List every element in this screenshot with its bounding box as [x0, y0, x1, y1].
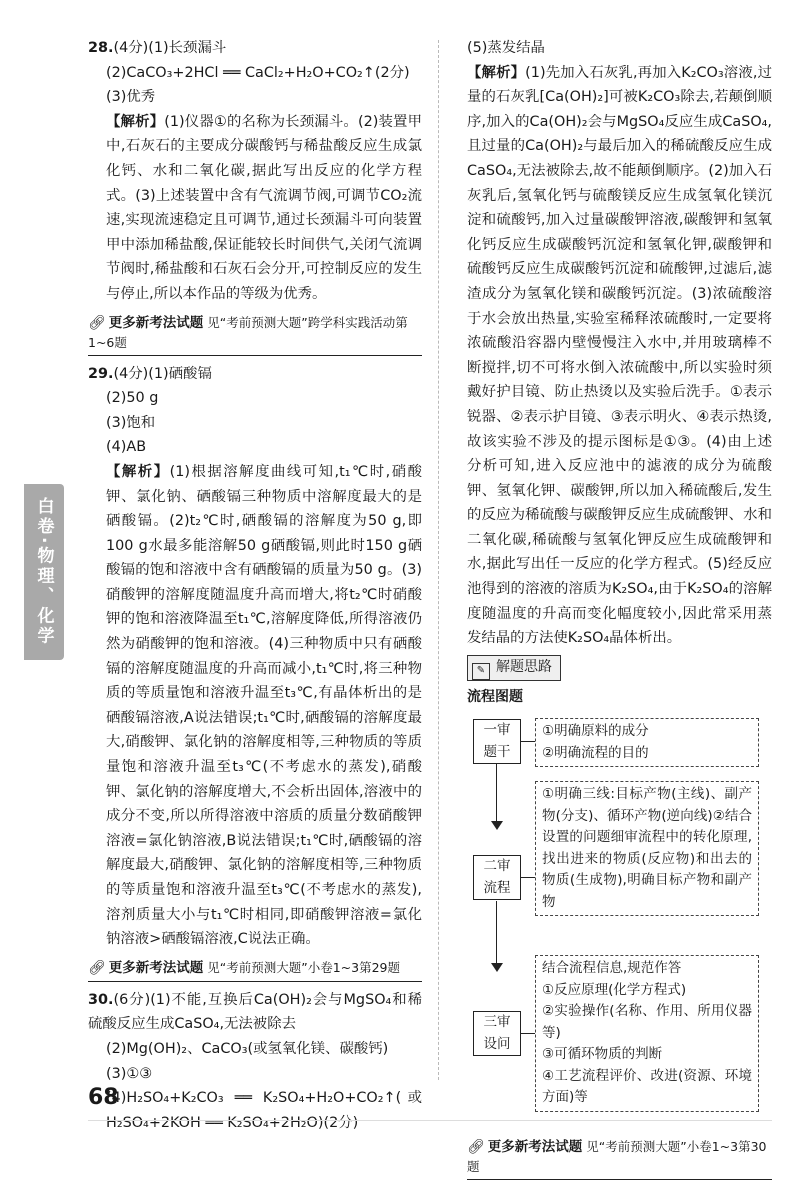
- more-text: 见“考前预测大题”跨学科实践活动第1~6题: [88, 314, 408, 350]
- flow-connector: [496, 901, 497, 967]
- analysis-tag: 【解析】: [467, 64, 526, 81]
- q28-line1: [88, 36, 422, 61]
- side-tab-label: 白卷·物理、化学: [33, 497, 54, 647]
- q30-answer-3: (3)①③: [106, 1065, 153, 1082]
- link-icon: 🔗︎: [467, 1139, 485, 1156]
- flow-connector: [521, 877, 535, 878]
- more-questions-2: [88, 958, 422, 982]
- q28-analysis-text: (1)仪器①的名称为长颈漏斗。(2)装置甲中,石灰石的主要成分碳酸钙与稀盐酸反应生成氯化钙、水和二氧化碳,据此写出反应的化学方程式。(3)上述装置中含有气流调节阀,可调节CO₂流速,实现流速稳定且可调节,通过长颈漏斗可向装置甲中添加稀盐酸,保证能较长时间供气,关闭气流调节阀时,稀盐酸和石灰石会分开,可控制反应的发生与停止,所以本作品的等级为优秀。: [106, 113, 422, 302]
- box-3-item: 结合流程信息,规范作答: [542, 960, 682, 977]
- q29-answer-2: (2)50 g: [106, 390, 159, 407]
- q30-answer-2: (2)Mg(OH)₂、CaCO₃(或氢氧化镁、碳酸钙): [106, 1040, 389, 1057]
- box-3-item: ③可循环物质的判断: [542, 1046, 663, 1063]
- stage-3-line2: 设问: [483, 1035, 511, 1052]
- analysis-tag: 【解析】: [106, 113, 165, 130]
- q28-number: 28.: [88, 40, 114, 56]
- q30-analysis: [467, 61, 772, 651]
- more-text: 见“考前预测大题”小卷1~3第29题: [207, 959, 401, 975]
- more-text: 见“考前预测大题”小卷1~3第30题: [467, 1139, 767, 1175]
- solution-approach-title: 解题思路: [496, 658, 552, 675]
- flowchart: [467, 715, 772, 1131]
- box-3-item: ②实验操作(名称、作用、所用仪器等): [542, 1003, 752, 1041]
- q30-analysis-text: (1)先加入石灰乳,再加入K₂CO₃溶液,过量的石灰乳[Ca(OH)₂]可被K₂CO₃除去,若颠倒顺序,加入的Ca(OH)₂会与MgSO₄反应生成CaSO₄,且过量的Ca(OH)₂与最后加入的稀硫酸反应生成CaSO₄,无法被除去,故不能颠倒顺序。(2)加入石灰乳后,氢氧化钙与硫酸镁反应生成氢氧化镁沉淀和硫酸钙,加入过量碳酸钾溶液,碳酸钾和氢氧化钙反应生成碳酸钙沉淀和氢氧化钾,碳酸钾和硫酸钙反应生成碳酸钙沉淀和硫酸钾,过滤后,滤渣成分为氢氧化镁和碳酸钙沉淀。(3)浓硫酸溶于水会放出热量,实验室稀释浓硫酸时,一定要将浓硫酸沿容器内壁慢慢注入水中,并用玻璃棒不断搅拌,切不可将水倒入浓硫酸中,所以实验时须戴好护目镜、防止热烫以及实验后洗手。①表示锐器、②表示护目镜、③表示明火、④表示热烫,故该实验不涉及的提示图标是①③。(4)由上述分析可知,进入反应池中的滤液的成分为硫酸钾、氢氧化钾、碳酸钾,所以加入稀硫酸后,发生的反应为稀硫酸与碳酸钾反应生成硫酸钾、水和二氧化碳,稀硫酸与氢氧化钾反应生成硫酸钾和水,据此写出任一反应的化学方程式。(5)经反应池得到的溶液的溶质为K₂SO₄,由于K₂SO₄的溶解度随温度的升高而变化幅度较小,因此常采用蒸发结晶的方法使K₂SO₄晶体析出。: [467, 64, 772, 647]
- box-2-text: ①明确三线:目标产物(主线)、副产物(分支)、循环产物(逆向线)②结合设置的问题细审流程中的转化原理,找出进来的物质(反应物)和出去的物质(生成物),明确目标产物和副产物: [542, 786, 752, 910]
- more-title: 更多新考法试题: [108, 959, 204, 976]
- flow-title: 流程图题: [467, 688, 523, 705]
- solution-approach-header: [467, 655, 561, 681]
- q28-answer-3: (3)优秀: [106, 89, 156, 106]
- stage-3-line1: 三审: [483, 1014, 511, 1031]
- q30-line1: [88, 988, 422, 1037]
- box-review-3: [535, 955, 759, 1112]
- side-tab: [24, 484, 64, 660]
- link-icon: 🔗︎: [88, 314, 106, 331]
- q29-answer-1: (4分)(1)硒酸镉: [113, 365, 212, 382]
- stage-1-line2: 题干: [483, 743, 511, 760]
- stage-3: [473, 1011, 521, 1056]
- q29-number: 29.: [88, 365, 114, 382]
- stage-2-line1: 二审: [483, 858, 511, 875]
- left-column: [88, 36, 422, 1135]
- q30-answer-4: (4)H₂SO₄+K₂CO₃ ══ K₂SO₄+H₂O+CO₂↑(或H₂SO₄+2KOH ══ K₂SO₄+2H₂O)(2分): [106, 1090, 422, 1131]
- q28-analysis: [88, 110, 422, 307]
- q29-line1: [88, 362, 422, 387]
- column-divider: [438, 40, 439, 1080]
- stage-2-line2: 流程: [483, 879, 511, 896]
- page-number: 68: [88, 1085, 119, 1110]
- q30-answer-5: (5)蒸发结晶: [467, 40, 545, 56]
- more-questions-1: [88, 313, 422, 356]
- box-1-item: ②明确流程的目的: [542, 744, 649, 761]
- box-3-item: ④工艺流程评价、改进(资源、环境方面)等: [542, 1067, 752, 1106]
- q29-answer-4: (4)AB: [106, 439, 147, 456]
- arrow-down-icon: [491, 821, 503, 830]
- flow-connector: [496, 763, 497, 825]
- flow-connector: [521, 741, 535, 742]
- box-3-item: ①反应原理(化学方程式): [542, 981, 687, 998]
- box-1-item: ①明确原料的成分: [542, 723, 649, 740]
- stage-1-line1: 一审: [483, 722, 511, 739]
- more-title: 更多新考法试题: [108, 314, 204, 331]
- more-questions-3: [467, 1137, 772, 1180]
- box-review-1: [535, 718, 759, 767]
- stage-1: [473, 719, 521, 764]
- pencil-note-icon: ✎: [472, 663, 490, 680]
- q30-answer-1: (6分)(1)不能,互换后Ca(OH)₂会与MgSO₄和稀硫酸反应生成CaSO₄,无法被除去: [88, 991, 422, 1033]
- right-column: [467, 36, 772, 1186]
- q29-answer-3: (3)饱和: [106, 414, 156, 431]
- box-review-2: [535, 781, 759, 916]
- more-title: 更多新考法试题: [487, 1139, 583, 1156]
- q28-answer-2: (2)CaCO₃+2HCl ══ CaCl₂+H₂O+CO₂↑(2分): [106, 64, 410, 81]
- arrow-down-icon: [491, 963, 503, 972]
- q29-analysis-text: (1)根据溶解度曲线可知,t₁℃时,硝酸钾、氯化钠、硒酸镉三种物质中溶解度最大的是硒酸镉。(2)t₂℃时,硒酸镉的溶解度为50 g,即100 g水最多能溶解50 g硒酸镉,则此时150 g硒酸镉的饱和溶液中含有硒酸镉的质量为50 g。(3)硝酸钾的溶解度随温度升高而增大,将t₂℃时硝酸钾的饱和溶液降温至t₁℃,溶解度降低,所得溶液仍然为硝酸钾的饱和溶液。(4)三种物质中只有硒酸镉的溶解度随温度的升高而减小,t₁℃时,将三种物质的等质量饱和溶液升温至t₃℃,有晶体析出的是硒酸镉溶液,A说法错误;t₁℃时,硒酸镉的溶解度最大,硝酸钾、氯化钠的溶解度相等,三种物质的等质量饱和溶液升温至t₃℃(不考虑水的蒸发),硝酸钾、氯化钠的溶解度增大,不会析出固体,溶液中的成分不变,所以所得溶液中溶质的质量分数硝酸钾溶液=氯化钠溶液,B说法错误;t₁℃时,硒酸镉的溶解度最大,硝酸钾、氯化钠的溶解度相等,三种物质的等质量饱和溶液升温至t₃℃(不考虑水的蒸发),溶剂质量大小与t₁℃时相同,即硝酸钾溶液=氯化钠溶液>硒酸镉溶液,C说法正确。: [106, 463, 422, 948]
- analysis-tag: 【解析】: [106, 463, 170, 480]
- q29-analysis: [88, 460, 422, 952]
- stage-2: [473, 855, 521, 900]
- flow-connector: [521, 1033, 535, 1034]
- q28-answer-1: (4分)(1)长颈漏斗: [113, 40, 227, 56]
- page-bottom-rule: [88, 1120, 772, 1121]
- q30-number: 30.: [88, 991, 114, 1008]
- link-icon: 🔗︎: [88, 959, 106, 976]
